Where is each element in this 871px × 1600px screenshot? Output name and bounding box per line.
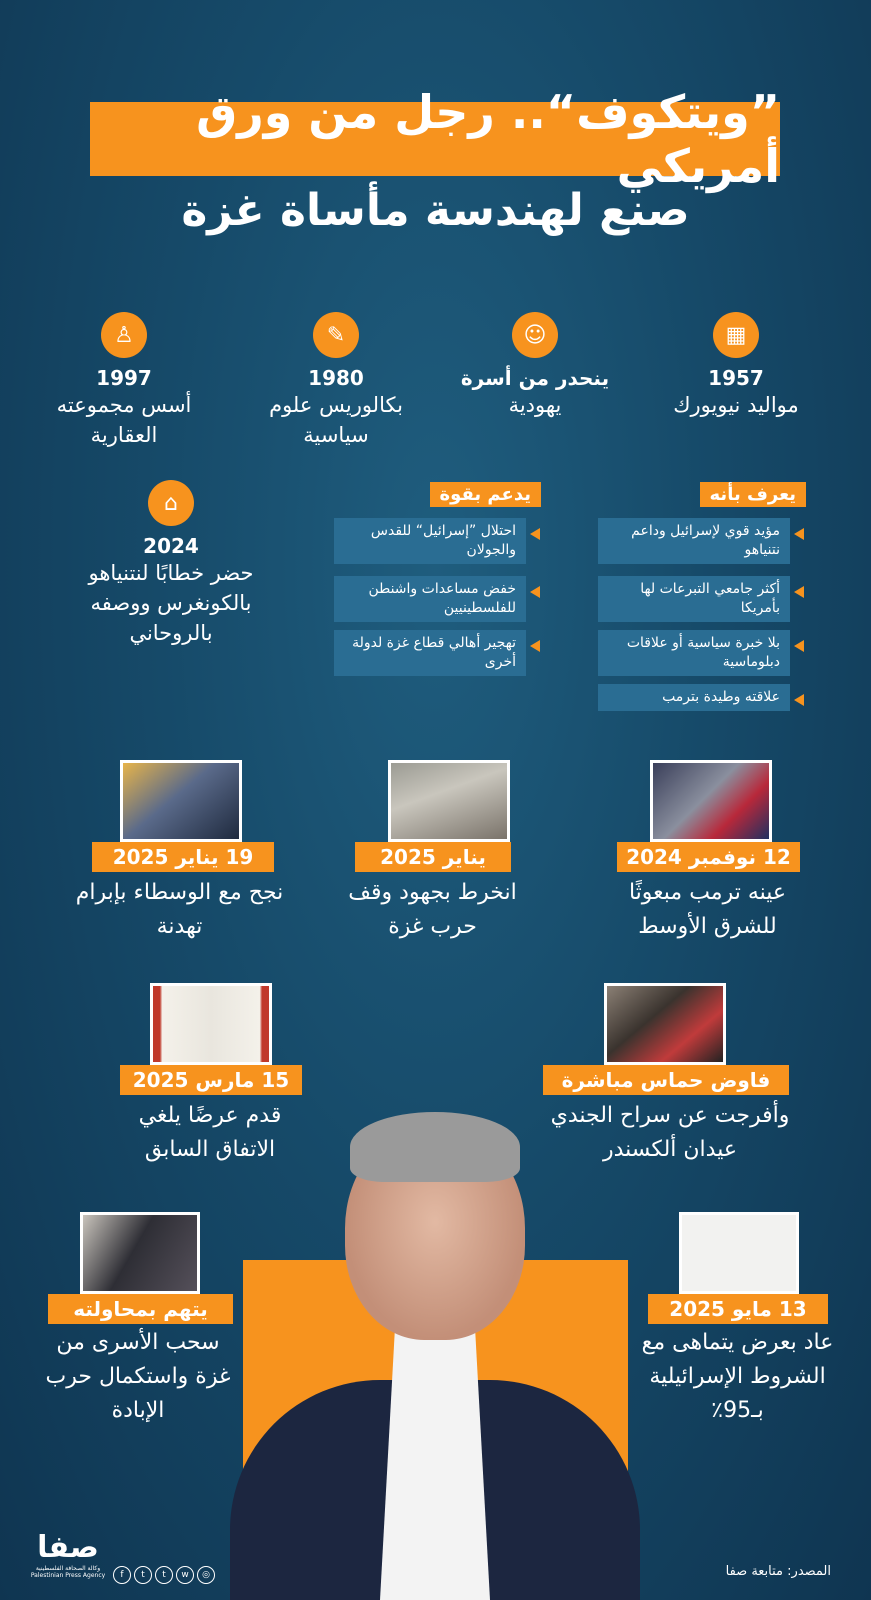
graduation-icon: ✎: [313, 312, 359, 358]
event-date: يتهم بمحاولته: [48, 1294, 233, 1324]
logo: [28, 1530, 108, 1579]
fact-text: حضر خطابًا لنتنياهو بالكونغرس ووصفه بالروحاني: [88, 561, 254, 645]
event-text: نجح مع الوسطاء بإبرام تهدنة: [75, 880, 284, 939]
event-photo: [120, 760, 242, 842]
known-as-item: بلا خبرة سياسية أو علاقات دبلوماسية: [598, 630, 790, 676]
social-icons: [110, 1562, 215, 1584]
event-photo: [679, 1212, 799, 1294]
supports-label: يدعم بقوة: [430, 482, 541, 507]
businessman-icon: ♙: [101, 312, 147, 358]
calendar-icon: ▦: [713, 312, 759, 358]
fact-company: [24, 312, 224, 450]
title-banner: [90, 85, 780, 193]
triangle-marker-icon: [794, 528, 804, 540]
person-icon: ☺: [512, 312, 558, 358]
event-text: سحب الأسرى من غزة واستكمال حرب الإبادة: [45, 1330, 231, 1423]
event-date: يناير 2025: [355, 842, 511, 872]
portrait-shirt: [380, 1300, 490, 1600]
known-as-item: أكثر جامعي التبرعات لها بأمريكا: [598, 576, 790, 622]
event-text: وأفرجت عن سراح الجندي عيدان ألكسندر: [550, 1103, 790, 1162]
instagram-icon[interactable]: ◎: [197, 1566, 215, 1584]
triangle-marker-icon: [794, 640, 804, 652]
event-text: عاد بعرض يتماهى مع الشروط الإسرائيلية بـ95٪: [641, 1330, 834, 1423]
logo-text: صفا: [37, 1530, 99, 1565]
fact-birth: [636, 312, 836, 420]
portrait-hair: [350, 1112, 520, 1182]
title-line1: ”ويتكوف“.. رجل من ورق أمريكي: [196, 85, 780, 193]
event-date: 15 مارس 2025: [120, 1065, 302, 1095]
fact-congress: [56, 480, 286, 648]
fact-text: بكالوريس علوم سياسية: [269, 393, 403, 447]
supports-item: خفض مساعدات واشنطن للفلسطينيين: [334, 576, 526, 622]
fact-education: [236, 312, 436, 450]
event-date: 12 نوفمبر 2024: [617, 842, 800, 872]
fact-text: مواليد نيويورك: [673, 393, 799, 417]
triangle-marker-icon: [530, 640, 540, 652]
supports-item: احتلال ”إسرائيل“ للقدس والجولان: [334, 518, 526, 564]
facebook-icon[interactable]: f: [113, 1566, 131, 1584]
event-photo: [80, 1212, 200, 1294]
tumblr-icon[interactable]: t: [155, 1566, 173, 1584]
event-text: عينه ترمب مبعوثًا للشرق الأوسط: [628, 880, 787, 939]
capitol-icon: ⌂: [148, 480, 194, 526]
logo-agency-ar: وكالة الصحافة الفلسطينية: [35, 1565, 101, 1572]
fact-year: 1957: [708, 366, 764, 390]
event-photo: [388, 760, 510, 842]
event-text: انخرط بجهود وقف حرب غزة: [348, 880, 517, 939]
fact-year: 2024: [143, 534, 199, 558]
known-as-item: مؤيد قوي لإسرائيل وداعم نتنياهو: [598, 518, 790, 564]
fact-family: [435, 312, 635, 420]
twitter-icon[interactable]: t: [134, 1566, 152, 1584]
fact-year: 1980: [308, 366, 364, 390]
fact-text: يهودية: [508, 393, 562, 417]
known-as-item: علاقته وطيدة بترمب: [598, 684, 790, 711]
footer-source: المصدر: متابعة صفا: [725, 1564, 831, 1579]
event-date: 19 يناير 2025: [92, 842, 274, 872]
logo-agency-en: Palestinian Press Agency: [30, 1572, 106, 1579]
event-photo: [604, 983, 726, 1065]
known-as-label: يعرف بأنه: [700, 482, 806, 507]
event-date: فاوض حماس مباشرة: [543, 1065, 789, 1095]
fact-text-bold: ينحدر من أسرة: [460, 366, 610, 390]
event-photo: [650, 760, 772, 842]
triangle-marker-icon: [530, 586, 540, 598]
event-date: 13 مايو 2025: [648, 1294, 828, 1324]
fact-year: 1997: [96, 366, 152, 390]
event-text: قدم عرضًا يلغي الاتفاق السابق: [138, 1103, 282, 1162]
triangle-marker-icon: [530, 528, 540, 540]
whatsapp-icon[interactable]: w: [176, 1566, 194, 1584]
supports-item: تهجير أهالي قطاع غزة لدولة أخرى: [334, 630, 526, 676]
fact-text: أسس مجموعته العقارية: [56, 393, 192, 447]
triangle-marker-icon: [794, 586, 804, 598]
title-line2: صنع لهندسة مأساة غزة: [181, 185, 690, 236]
event-photo: [150, 983, 272, 1065]
triangle-marker-icon: [794, 694, 804, 706]
